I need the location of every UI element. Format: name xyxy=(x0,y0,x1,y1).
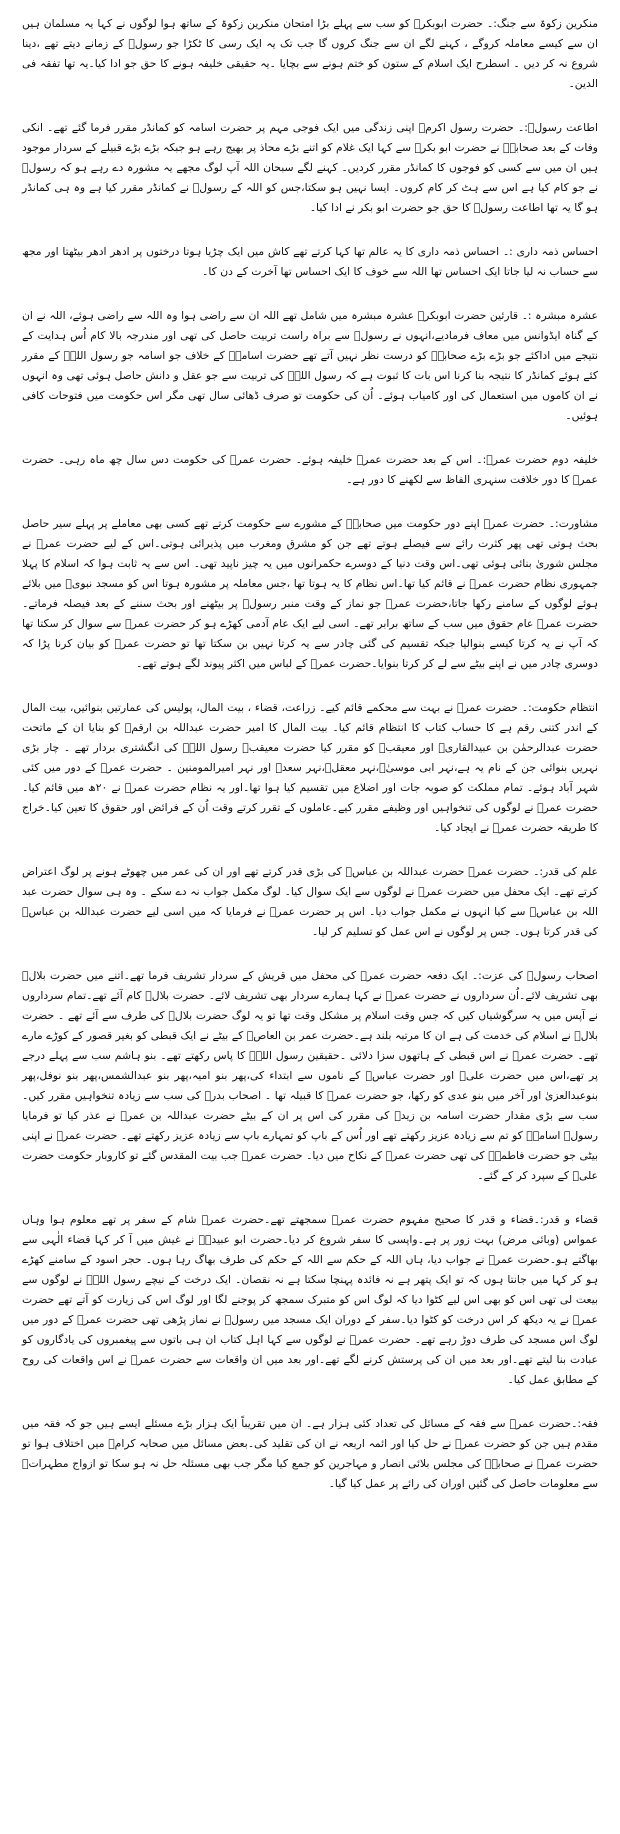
paragraph-gap xyxy=(22,490,598,514)
paragraph-fiqh: فقہ:۔حضرت عمرؓ سے فقہ کے مسائل کی تعداد کئی ہزار ہے۔ ان میں تقریباً ایک ہزار بڑے مسئلے ایسے ہیں جو کہ فقہ میں مقدم ہیں جن کو حضرت عمرؓ نے حل کیا اور ائمہ اربعہ نے ان کی تقلید کی۔بعض مسائل میں صحابہ کرامؓ میں اختلاف ہوا تو حضرت عمرؓ نے صحابہؓ کی مجلس بلائی انصار و مہاجرین کو جمع کیا مگر جب بھی مسئلہ حل نہ ہو سکا تو ازواج مطہراتؓ سے معلومات حاصل کی گئیں اوران کی رائے پر عمل کیا گیا۔ xyxy=(22,1417,598,1490)
paragraph-gap xyxy=(22,942,598,966)
paragraph-companions-honor: اصحاب رسولؐ کی عزت:۔ ایک دفعہ حضرت عمرؓ کی محفل میں قریش کے سردار تشریف فرما تھے۔اتنے میں حضرت بلالؓ بھی تشریف لائے۔اُن سرداروں نے حضرت عمرؓ نے کہا ہمارے سردار بھی تشریف لائے۔ حضرت بلالؓ کام آئے تھے۔تمام سرداروں نے آپس میں یہ سرگوشیاں کیں کہ جس وقت اسلام پر مشکل وقت تھا تو یہ لوگ حضرت بلالؓ کی طرف سے آئے تھے ۔ حضرت بلالؓ نے اسلام کی خدمت کی ہے ان کا مرتبہ بلند ہے۔حضرت عمر بن العاصؓ کے بیٹے نے ایک قبطی کو بغیر قصور کے کوڑے مارے تھے۔ حضرت عمرؓ نے اس قبطی کے ہاتھوں سزا دلائی ۔حقیقین رسول اللہؐ کا پاس رکھتے تھے۔ بنو ہاشم سب سے پہلے درجے پر تھے،اس میں حضرت علیؓ اور حضرت عباسؓ کے ناموں سے ابتداء کی،پھر بنو امیہ،پھر بنو عبدالشمس،پھر بنو نوفل،پھر بنوعبدالعزیٰ اور آخر میں بنو عدی کو رکھا، جو حضرت عمرؓ کا قبیلہ تھا ۔ اصحاب بدرؓ کی سب سے زیادہ تنخواہیں مقرر کیں۔سب سے بڑی مقدار حضرت اسامہ بن زیدؓ کی مقرر کی اس پر ان کے بیٹے حضرت عبداللہ بن عمرؓ نے عذر کیا تو فرمایا رسولؐ اسامہؓ کو تم سے زیادہ عزیز رکھتے تھے اور اُس کے باپ کو تمہارے باپ سے زیادہ عزیز رکھتے تھے۔ حضرت عمرؓ نے اپنی بیٹی جو حضرت فاطمہؓ کی تھی حضرت عمرؓ کے نکاح میں دیا۔ حضرت عمرؓ جب بیت المقدس گئے تو کاروبار حکومت حضرت علیؓ کے سپرد کر کے گئے۔ xyxy=(22,969,598,1182)
paragraph-gap xyxy=(22,1390,598,1414)
paragraph-gap xyxy=(22,94,598,118)
paragraph-administration: انتظام حکومت:۔ حضرت عمرؓ نے بہت سے محکمے قائم کیے۔ زراعت، قضاء ، بیت المال، پولیس کی عمارتیں بنوائیں، بیت المال کے اندر کتنی رقم ہے کا حساب کتاب کا انتظام قائم کیا۔ بیت المال کا امیر حضرت عبداللہ بن ارقمؓ کو بنایا ان کے ماتحت حضرت عبدالرحمٰن بن عبیدالقاریؓ اور معیقبؓ کو مقرر کیا حضرت معیقبؓ رسول اللہؐ کی انگشتری بردار تھے ۔ چار بڑی نہریں بنوائی جن کے نام یہ ہے،نہر ابی موسیٰؓ،نہر معقلؓ،نہر سعدؓ اور نہر امیرالمومنین ۔ حضرت عمرؓ کے دور میں کئی شہر آباد ہوئے۔ تمام مملکت کو صوبہ جات اور اضلاع میں تقسیم کیا ہوا تھا۔اور یہ نظام حضرت عمرؓ نے ۲۰ھ میں قائم کیا۔ حضرت عمرؓ نے لوگوں کی تنخواہیں اور وظیفے مقرر کیے۔عاملوں کے تقرر کرتے وقت اُن کے فرائض اور حقوق کا تعین کیا۔خراج کا طریقہ حضرت عمرؓ نے ایجاد کیا۔ xyxy=(22,701,598,834)
paragraph-responsibility: احساس ذمہ داری :۔ احساس ذمہ داری کا یہ عالم تھا کہا کرتے تھے کاش میں ایک چڑیا ہوتا درختوں پر ادھر ادھر بیٹھتا اور مجھ سے حساب نہ لیا جاتا ایک احساس تھا اللہ سے خوف کا ایک احساس تھا آخرت کے دن کا۔ xyxy=(22,245,598,278)
paragraph-consultation: مشاورت:۔ حضرت عمرؓ اپنے دور حکومت میں صحابہؓ کے مشورے سے حکومت کرتے تھے کسی بھی معاملے پر پہلے سیر حاصل بحث ہوتی تھی پھر کثرت رائے سے فیصلے ہوتے تھے جن کو مشرق ومغرب میں پذیرائی ہوتی۔اس کے لیے حضرت عمرؓ نے مجلس شوریٰ بنائی ہوئی تھی۔اس وقت دنیا کے دوسرے حکمرانوں میں یہ چیز ناپید تھی۔ اس سے یہ ثابت ہوا کہ اسلام کا پہلا جمہوری نظام حضرت عمرؓ نے قائم کیا تھا۔اس نظام کا یہ ہوتا تھا ،جس معاملہ پر مشورہ ہوتا اس کو مسجد نبویؐ میں بلائے ہوئے لوگوں کے سامنے رکھا جاتا،حضرت عمرؓ جو نماز کے وقت منبر رسولؐ پر بیٹھنے اور بحث سننے کے بعد فیصلہ فرماتے۔ حضرت عمرؓ عام حقوق میں سب کے ساتھ برابر تھے۔ اسی لیے ایک عام آدمی کھڑے ہو کر حضرت عمرؓ سے سوال کر سکتا تھا کہ آپ نے یہ کرتا کیسے بنوالیا جبکہ تقسیم کی گئی چادر سے یہ کرتا نہیں بن سکتا تھا تو حضرت عمرؓ کو بیان کرنا پڑا کہ دوسری چادر میں نے اپنے بیٹے سے لے کر کرتا بنوایا۔حضرت عمرؓ کے لباس میں اکثر پیوند لگے ہوتے تھے۔ xyxy=(22,517,598,670)
paragraph-gap xyxy=(22,674,598,698)
paragraph-gap xyxy=(22,282,598,306)
paragraph-second-caliph: خلیفہ دوم حضرت عمرؓ:۔ اس کے بعد حضرت عمرؓ خلیفہ ہوئے۔ حضرت عمرؓ کی حکومت دس سال چھ ماہ رہی۔ حضرت عمرؓ کا دور خلافت سنہری الفاظ سے لکھنے کا دور ہے۔ xyxy=(22,453,598,486)
paragraph-knowledge: علم کی قدر:۔ حضرت عمرؓ حضرت عبداللہ بن عباسؓ کی بڑی قدر کرتے تھے اور ان کی عمر میں چھوٹے ہونے پر لوگ اعتراض کرتے تھے۔ ایک محفل میں حضرت عمرؓ نے لوگوں سے ایک سوال کیا۔ لوگ مکمل جواب نہ دے سکے ۔ وہ ہی سوال حضرت عبد اللہ بن عباسؓ سے کیا انہوں نے مکمل جواب دیا۔ اس پر حضرت عمرؓ نے فرمایا کہ میں اسی لیے حضرت عبداللہ بن عباسؓ کی قدر کرتا ہوں۔ جس پر لوگوں نے اس عمل کو تسلیم کر لیا۔ xyxy=(22,865,598,938)
paragraph-gap xyxy=(22,426,598,450)
paragraph-qada-qadar: قضاء و قدر:۔قضاء و قدر کا صحیح مفہوم حضرت عمرؓ سمجھتے تھے۔حضرت عمرؓ شام کے سفر پر تھے معلوم ہوا وہاں عمواس (وبائی مرض) بہت زور پر ہے۔واپسی کا سفر شروع کر دیا۔حضرت ابو عبیدہؓ نے غیش میں آ کر کہا قضاء الٰہی سے بھاگتے ہو۔حضرت عمرؓ نے جواب دیا، ہاں اللہ کے حکم سے اللہ کے حکم کی طرف بھاگ رہا ہوں۔ حجر اسود کے سامنے کھڑے ہو کر کہا میں جانتا ہوں کہ تو ایک پتھر ہے نہ فائدہ پہنچا سکتا ہے نہ نقصان۔ ایک درخت کے نیچے رسول اللہؐ نے لوگوں سے بیعت لی تھی اس کو بھی اس لیے کٹوا دیا کہ لوگ اس کو متبرک سمجھ کر پوجنے لگا اور لوگ اس کی زیارت کو آتے تھے حضرت عمرؓ نے یہ دیکھ کر اس درخت کو کٹوا دیا۔سفر کے دوران ایک مسجد میں رسولؐ نے نماز پڑھی تھی حضرت عمرؓ کے دور میں لوگ اس مسجد کی طرف دوڑ رہے تھے۔ حضرت عمرؓ نے لوگوں سے کہا اہل کتاب ان ہی باتوں سے پیغمبروں کی یادگاروں کو عبادت بنا لیتے تھے۔اور بعد میں ان کی پرستش کرنے لگے تھے۔اور بعد میں ان واقعات سے حضرت عمرؓ نے اس واقعات کی روح کے مطابق عمل کیا۔ xyxy=(22,1213,598,1386)
paragraph-obedience: اطاعت رسولؐ:۔ حضرت رسول اکرمؐ اپنی زندگی میں ایک فوجی مہم پر حضرت اسامہ کو کمانڈر مقرر فرما گئے تھے۔ انکی وفات کے بعد صحابہؓ نے حضرت ابو بکرؓ سے کہا ایک غلام کو اتنے بڑے محاذ پر بھیج رہے ہو جبکہ بڑے بڑے قبیلے کے سردار موجود ہیں ان میں سے کسی کو فوجوں کا کمانڈر مقرر کردیں۔ کہنے لگے سبحان اللہ آپ لوگ مجھے یہ مشورہ دے رہے ہو کہ رسولؐ نے جو کام کیا ہے اس سے ہٹ کر کام کروں۔ ایسا نہیں ہو سکتا،جس کو اللہ کے رسولؐ نے کمانڈر مقرر کیا ہے وہ ہی کمانڈر ہو گا یہ تھا اطاعت رسولؐ کا حق جو حضرت ابو بکر نے ادا کیا۔ xyxy=(22,121,598,214)
paragraph-gap xyxy=(22,1186,598,1210)
paragraph-gap xyxy=(22,218,598,242)
paragraph-gap xyxy=(22,838,598,862)
paragraph-zakat: منکرین زکوۃ سے جنگ:۔ حضرت ابوبکرؓ کو سب سے پہلے بڑا امتحان منکرین زکوۃ کے ساتھ ہوا لوگوں نے کہا یہ مسلمان ہیں ان سے کیسے معاملہ کروگے ، کہنے لگے ان سے جنگ کروں گا جب تک یہ ایک رسی کا ٹکڑا جو رسولؐ کے زمانے دیتے تھے ،دینا شروع نہ کر دیں ۔ اسطرح ایک اسلام کے ستون کو ختم ہونے سے بچایا ۔یہ حقیقی خلیفہ ہونے کا حق جو ادا کیا۔یہ تھا تفقہ فی الدین۔ xyxy=(22,17,598,90)
paragraph-ashara-mubashara: عشرہ مبشرہ :۔ قارئین حضرت ابوبکرؓ عشرہ مبشرہ میں شامل تھے اللہ ان سے راضی ہوا وہ اللہ سے راضی ہوئے، اللہ نے ان کے گناہ ایڈوانس میں معاف فرمادیے،انہوں نے رسولؐ سے براہ راست تربیت حاصل کی تھی اور مندرجہ بالا کام اُس ہدایت کے نتیجے میں اداکئے جو بڑے بڑے صحابہؓ کو درست نظر نہیں آتے تھے حضرت اسامہؓ کے خلاف جو اسامہ جو رسول اللہؐ کے مقرر کئے ہوئے کمانڈر کا نتیجہ بنا کرنا اس بات کا ثبوت ہے کہ رسول اللہؐ کی تربیت سے جو عقل و دانش حاصل ہوئی تھی وہ انہوں نے ان کاموں میں استعمال کی اور کامیاب ہوئے۔ اُن کی حکومت تو صرف ڈھائی سال تھی مگر اس حکومت میں فتوحات کافی ہوئیں۔ xyxy=(22,309,598,422)
